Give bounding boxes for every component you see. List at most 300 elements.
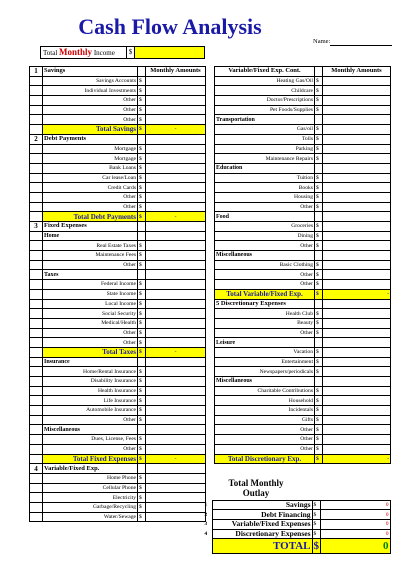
table-row [30, 454, 206, 464]
amount-input[interactable] [146, 251, 206, 261]
cell [30, 512, 43, 522]
cell [315, 338, 323, 348]
table-row [215, 67, 391, 77]
table-row [215, 115, 391, 125]
table-row [30, 493, 206, 503]
table-row [215, 299, 391, 309]
dollar-sign: $ [138, 502, 146, 512]
amount-input[interactable] [146, 192, 206, 202]
item-label: Other [43, 96, 138, 106]
outlay-row-label: Debt Financing [212, 510, 312, 520]
table-row [215, 144, 391, 154]
amount-input[interactable] [146, 309, 206, 319]
cell [138, 357, 146, 367]
column-header: Monthly Amounts [146, 67, 206, 77]
dollar-sign: $ [138, 493, 146, 503]
amount-input[interactable] [323, 202, 391, 212]
table-row [30, 435, 206, 445]
cell [30, 347, 43, 357]
outlay-row-label: Discretionary Expenses [212, 529, 312, 539]
name-label: Name: [313, 38, 331, 45]
section-title: Fixed Expenses [43, 222, 138, 232]
amount-input[interactable] [323, 309, 391, 319]
column-header: Variable/Fixed Exp. Cont. [215, 67, 315, 77]
amount-input[interactable] [323, 173, 391, 183]
cell [312, 476, 390, 500]
item-label: Automobile Insurance [43, 406, 138, 416]
dollar-sign: $ [315, 144, 323, 154]
item-label: Dining [215, 231, 315, 241]
total-label: Total Taxes [43, 347, 138, 357]
dollar-sign: $ [138, 309, 146, 319]
table-row [30, 483, 206, 493]
amount-input[interactable] [146, 386, 206, 396]
table-row [215, 435, 391, 445]
table-row [215, 338, 391, 348]
outlay-row-label: Savings [212, 500, 312, 510]
amount-input[interactable] [146, 318, 206, 328]
dollar-sign: $ [138, 347, 146, 357]
item-label: Groceries [215, 222, 315, 232]
amount-input[interactable] [323, 231, 391, 241]
amount-input[interactable] [146, 502, 206, 512]
dollar-sign: $ [315, 367, 323, 377]
dollar-sign: $ [315, 76, 323, 86]
cell [30, 406, 43, 416]
column-header [146, 464, 206, 474]
cell [30, 435, 43, 445]
name-field[interactable] [330, 45, 392, 46]
income-label: Total Monthly Income [41, 47, 127, 58]
item-label: Federal Income [43, 280, 138, 290]
table-row [30, 202, 206, 212]
item-label: Doctor/Prescriptions [215, 96, 315, 106]
cell [315, 212, 323, 222]
amount-input[interactable] [146, 241, 206, 251]
cell [30, 76, 43, 86]
amount-input[interactable] [323, 76, 391, 86]
dollar-sign: $ [138, 386, 146, 396]
amount-input[interactable] [146, 173, 206, 183]
amount-input[interactable] [323, 96, 391, 106]
table-row [215, 251, 391, 261]
item-label: Medical/Health [43, 318, 138, 328]
cell [315, 299, 323, 309]
table-row [30, 86, 206, 96]
amount-input[interactable] [323, 406, 391, 416]
dollar-sign: $ [315, 425, 323, 435]
amount-input[interactable] [146, 396, 206, 406]
cell [30, 386, 43, 396]
right-table [214, 66, 391, 464]
outlay-title [200, 476, 312, 500]
section-number: 1 [30, 67, 43, 77]
cell [30, 96, 43, 106]
table-row [30, 473, 206, 483]
amount-input[interactable] [146, 144, 206, 154]
total-value: - [323, 289, 391, 299]
amount-input[interactable] [323, 347, 391, 357]
cell [146, 231, 206, 241]
amount-input[interactable] [146, 473, 206, 483]
total-label: Total Variable/Fixed Exp. [215, 289, 315, 299]
dollar-sign: $ [315, 192, 323, 202]
item-label: Other [43, 115, 138, 125]
item-label: Dues, License, Fees [43, 435, 138, 445]
item-label: Basic Clothing [215, 260, 315, 270]
dollar-sign: $ [138, 473, 146, 483]
left-table [29, 66, 206, 522]
amount-input[interactable] [323, 183, 391, 193]
cell [30, 280, 43, 290]
table-row [215, 173, 391, 183]
dollar-sign: $ [138, 396, 146, 406]
amount-input[interactable] [323, 86, 391, 96]
amount-input[interactable] [323, 222, 391, 232]
dollar-sign: $ [138, 483, 146, 493]
table-row [215, 192, 391, 202]
amount-input[interactable] [323, 367, 391, 377]
amount-input[interactable] [146, 86, 206, 96]
subsection-title: Miscellaneous [43, 425, 138, 435]
total-value: - [146, 125, 206, 135]
cell [30, 493, 43, 503]
table-row [30, 270, 206, 280]
amount-input[interactable] [146, 367, 206, 377]
cell [30, 154, 43, 164]
item-label: Tuition [215, 173, 315, 183]
cell [323, 212, 391, 222]
cell [30, 309, 43, 319]
table-row [215, 406, 391, 416]
outlay-table [200, 476, 391, 554]
section-title: 5 Discretionary Expenses [215, 299, 315, 309]
outlay-row-value: 0 [320, 500, 390, 510]
dollar-sign: $ [315, 406, 323, 416]
item-label: Charitable Contributions [215, 386, 315, 396]
total-value: - [146, 347, 206, 357]
dollar-sign: $ [138, 192, 146, 202]
item-label: Health Club [215, 309, 315, 319]
table-row [215, 125, 391, 135]
dollar-sign: $ [315, 125, 323, 135]
amount-input[interactable] [323, 260, 391, 270]
amount-input[interactable] [146, 154, 206, 164]
item-label: Other [215, 444, 315, 454]
dollar-sign: $ [138, 299, 146, 309]
table-row [30, 154, 206, 164]
item-label: Social Security [43, 309, 138, 319]
dollar-sign: $ [138, 183, 146, 193]
item-label: Other [215, 202, 315, 212]
cell [315, 251, 323, 261]
dollar-sign: $ [138, 260, 146, 270]
dollar-sign: $ [138, 86, 146, 96]
table-row [215, 260, 391, 270]
cell [146, 425, 206, 435]
table-row [215, 367, 391, 377]
table-row [30, 318, 206, 328]
income-input[interactable] [135, 47, 204, 58]
amount-input[interactable] [323, 444, 391, 454]
dollar-sign: $ [315, 173, 323, 183]
dollar-sign: $ [315, 134, 323, 144]
item-label: Other [215, 435, 315, 445]
table-row [215, 347, 391, 357]
item-label: Books [215, 183, 315, 193]
subsection-title: Home [43, 231, 138, 241]
item-label: Electricity [43, 493, 138, 503]
amount-input[interactable] [146, 280, 206, 290]
amount-input[interactable] [146, 493, 206, 503]
dollar-sign: $ [312, 510, 320, 520]
table-row [30, 115, 206, 125]
amount-input[interactable] [323, 154, 391, 164]
dollar-sign: $ [315, 154, 323, 164]
item-label: Other [215, 241, 315, 251]
cell [30, 415, 43, 425]
item-label: Mortgage [43, 154, 138, 164]
amount-input[interactable] [146, 377, 206, 387]
outlay-total-value: 0 [320, 539, 390, 554]
cell [30, 377, 43, 387]
cell [30, 105, 43, 115]
dollar-sign: $ [138, 377, 146, 387]
amount-input[interactable] [146, 115, 206, 125]
item-label: Life Insurance [43, 396, 138, 406]
dollar-sign: $ [138, 125, 146, 135]
table-row [30, 183, 206, 193]
amount-input[interactable] [146, 76, 206, 86]
amount-input[interactable] [323, 192, 391, 202]
table-row [30, 96, 206, 106]
cell [138, 464, 146, 474]
section-title: Savings [43, 67, 138, 77]
amount-input[interactable] [323, 425, 391, 435]
section-title: Debt Payments [43, 134, 138, 144]
cell [30, 444, 43, 454]
table-row [30, 289, 206, 299]
cell [30, 202, 43, 212]
item-label: Savings Accounts [43, 76, 138, 86]
column-header [146, 134, 206, 144]
amount-input[interactable] [323, 280, 391, 290]
amount-input[interactable] [323, 134, 391, 144]
table-row [30, 173, 206, 183]
cell [323, 115, 391, 125]
table-row [215, 154, 391, 164]
item-label: Maintenance Repairs [215, 154, 315, 164]
table-row [215, 357, 391, 367]
item-label: Disability Insurance [43, 377, 138, 387]
table-row [30, 163, 206, 173]
amount-input[interactable] [146, 183, 206, 193]
item-label: Tolls [215, 134, 315, 144]
dollar-sign: $ [315, 347, 323, 357]
total-label: Total Fixed Expenses [43, 454, 138, 464]
table-row [30, 76, 206, 86]
amount-input[interactable] [323, 435, 391, 445]
table-row [30, 377, 206, 387]
item-label: Incidentals [215, 406, 315, 416]
amount-input[interactable] [323, 125, 391, 135]
dollar-sign: $ [138, 241, 146, 251]
item-label: Real Estate Taxes [43, 241, 138, 251]
item-label: Household [215, 396, 315, 406]
item-label: Home/Rental Insurance [43, 367, 138, 377]
subsection-title: Food [215, 212, 315, 222]
amount-input[interactable] [323, 318, 391, 328]
item-label: Other [215, 270, 315, 280]
table-row [30, 338, 206, 348]
amount-input[interactable] [146, 435, 206, 445]
amount-input[interactable] [323, 357, 391, 367]
cell [30, 357, 43, 367]
cell [30, 125, 43, 135]
table-row [30, 357, 206, 367]
cell [30, 454, 43, 464]
table-row [30, 425, 206, 435]
section-title: Variable/Fixed Exp. [43, 464, 138, 474]
cell [323, 251, 391, 261]
dollar-sign: $ [138, 512, 146, 522]
amount-input[interactable] [146, 96, 206, 106]
item-label: Childcare [215, 86, 315, 96]
dollar-sign: $ [138, 318, 146, 328]
table-row [30, 347, 206, 357]
item-label: Newspapers/periodicals [215, 367, 315, 377]
total-label: Total Savings [43, 125, 138, 135]
cell [200, 539, 212, 554]
outlay-total-row [200, 539, 390, 554]
amount-input[interactable] [323, 241, 391, 251]
column-header: Monthly Amounts [323, 67, 391, 77]
table-row [30, 260, 206, 270]
item-label: Other [43, 105, 138, 115]
amount-input[interactable] [146, 483, 206, 493]
table-row [215, 270, 391, 280]
amount-input[interactable] [146, 512, 206, 522]
dollar-sign: $ [315, 231, 323, 241]
dollar-sign: $ [315, 357, 323, 367]
table-row [215, 134, 391, 144]
item-label: Other [43, 415, 138, 425]
cell [30, 251, 43, 261]
table-row [215, 328, 391, 338]
cell [315, 67, 323, 77]
dollar-sign: $ [315, 318, 323, 328]
section-number: 2 [30, 134, 43, 144]
item-label: Parking [215, 144, 315, 154]
cell [138, 425, 146, 435]
amount-input[interactable] [146, 406, 206, 416]
amount-input[interactable] [323, 396, 391, 406]
table-row [30, 134, 206, 144]
outlay-total-label: TOTAL [212, 539, 312, 554]
amount-input[interactable] [146, 163, 206, 173]
table-row [30, 144, 206, 154]
table-row [215, 96, 391, 106]
dollar-sign: $ [315, 183, 323, 193]
dollar-sign: $ [138, 96, 146, 106]
amount-input[interactable] [146, 289, 206, 299]
table-row [30, 502, 206, 512]
dollar-sign: $ [138, 435, 146, 445]
cell [315, 163, 323, 173]
amount-input[interactable] [146, 202, 206, 212]
table-row [215, 241, 391, 251]
table-row [30, 464, 206, 474]
dollar-sign: $ [138, 444, 146, 454]
amount-input[interactable] [323, 105, 391, 115]
cell [30, 260, 43, 270]
table-row [215, 444, 391, 454]
dollar-sign: $ [315, 289, 323, 299]
outlay-row [200, 500, 390, 510]
amount-input[interactable] [146, 444, 206, 454]
item-label: Garbage/Recycling [43, 502, 138, 512]
dollar-sign: $ [315, 105, 323, 115]
amount-input[interactable] [146, 299, 206, 309]
amount-input[interactable] [323, 144, 391, 154]
cell [323, 299, 391, 309]
item-label: Other [43, 260, 138, 270]
amount-input[interactable] [146, 105, 206, 115]
table-row [30, 212, 206, 222]
amount-input[interactable] [323, 415, 391, 425]
amount-input[interactable] [323, 386, 391, 396]
amount-input[interactable] [146, 328, 206, 338]
item-label: Home Phone [43, 473, 138, 483]
cell [30, 289, 43, 299]
dollar-sign: $ [315, 415, 323, 425]
amount-input[interactable] [146, 260, 206, 270]
table-row [30, 386, 206, 396]
cell [30, 270, 43, 280]
outlay-row-value: 0 [320, 519, 390, 529]
table-row [215, 309, 391, 319]
cell [30, 231, 43, 241]
table-row [215, 425, 391, 435]
table-row [215, 415, 391, 425]
cell [138, 270, 146, 280]
table-row [215, 280, 391, 290]
dollar-sign: $ [312, 500, 320, 510]
cell [30, 318, 43, 328]
amount-input[interactable] [146, 415, 206, 425]
cell [315, 377, 323, 387]
cell [30, 483, 43, 493]
cell [30, 338, 43, 348]
subsection-title: Transportation [215, 115, 315, 125]
item-label: Gas/oil [215, 125, 315, 135]
outlay-row-number: 2 [204, 511, 208, 518]
amount-input[interactable] [323, 270, 391, 280]
subsection-title: Miscellaneous [215, 251, 315, 261]
amount-input[interactable] [146, 338, 206, 348]
item-label: Gifts [215, 415, 315, 425]
item-label: Local Income [43, 299, 138, 309]
dollar-sign: $ [138, 212, 146, 222]
cell [138, 231, 146, 241]
amount-input[interactable] [323, 328, 391, 338]
dollar-sign: $ [315, 396, 323, 406]
item-label: Car lease/Loan [43, 173, 138, 183]
outlay-row-number: 3 [204, 521, 208, 528]
table-row [30, 512, 206, 522]
item-label: Individual Investments [43, 86, 138, 96]
outlay-row-number: 1 [204, 501, 208, 508]
